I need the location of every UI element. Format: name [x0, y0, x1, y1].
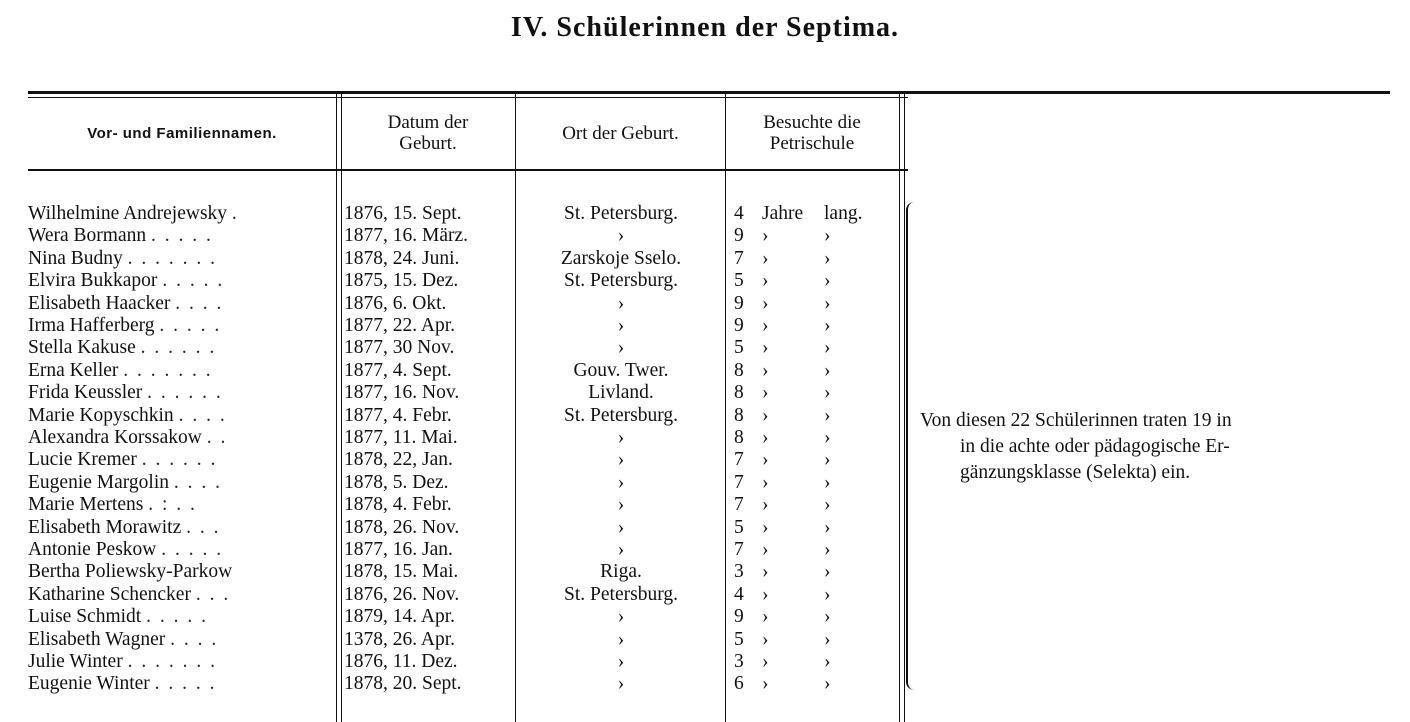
years-attended [734, 673, 902, 695]
student-name-text: Wera Bormann [28, 225, 147, 247]
table-row [0, 517, 910, 539]
years-unit: › [762, 494, 769, 516]
table-row [0, 561, 910, 583]
leader-dots: . : . . [148, 494, 197, 516]
leader-dots: . . . [195, 583, 231, 605]
student-name [28, 203, 332, 225]
table-row [0, 449, 910, 471]
years-unit: › [762, 337, 769, 359]
student-name-text: Marie Mertens [28, 494, 144, 516]
student-name-text: Nina Budny [28, 247, 123, 269]
years-suffix: › [824, 382, 831, 404]
leader-dots: . [231, 203, 239, 224]
table-row [0, 225, 910, 247]
header-date-line2: Geburt. [399, 133, 457, 154]
years-suffix: › [824, 539, 831, 560]
years-suffix: › [824, 404, 831, 426]
years-unit: › [762, 427, 769, 448]
student-name-text: Elisabeth Haacker [28, 292, 171, 314]
table-row [0, 427, 910, 449]
birth-date: 1878, 15. Mai. [344, 561, 459, 583]
birth-place: Riga. [600, 561, 642, 583]
years-attended [734, 561, 902, 583]
student-name-text: Wilhelmine Andrejewsky [28, 203, 228, 224]
years-unit: › [762, 539, 769, 560]
years-suffix: › [824, 359, 831, 381]
header-years-line1: Besuchte die [763, 112, 861, 133]
student-name-text: Erna Keller [28, 359, 119, 381]
years-unit: › [762, 225, 769, 247]
birth-place: › [617, 471, 625, 493]
header-date-line1: Datum der [387, 112, 469, 133]
table-row [0, 203, 910, 225]
birth-place: Livland. [588, 382, 654, 404]
student-name-text: Julie Winter [28, 651, 123, 672]
years-unit: › [762, 270, 769, 292]
table-row [0, 494, 910, 516]
years-attended [734, 293, 902, 315]
years-count: 9 [734, 315, 744, 336]
student-name [28, 673, 332, 695]
birth-date: 1378, 26. Apr. [344, 628, 456, 650]
table-row [0, 673, 910, 695]
years-unit: › [762, 583, 769, 605]
birth-date: 1876, 11. Dez. [344, 651, 458, 672]
years-unit: › [762, 292, 769, 314]
years-count: 4 [734, 203, 744, 224]
note-line-1: Von diesen 22 Schülerinnen traten 19 in [920, 410, 1232, 431]
years-count: 5 [734, 628, 744, 650]
years-attended [734, 382, 902, 404]
table-row [0, 651, 910, 673]
years-count: 9 [734, 292, 744, 314]
birth-place: St. Petersburg. [564, 203, 678, 224]
header-date [342, 100, 514, 166]
header-name: Vor- und Familiennamen. [87, 124, 277, 142]
table-row [0, 629, 910, 651]
birth-date: 1878, 4. Febr. [344, 494, 452, 516]
leader-dots: . . . . . . [147, 382, 223, 404]
years-count: 8 [734, 427, 744, 448]
years-count: 6 [734, 673, 744, 695]
leader-dots: . . . . . [159, 315, 222, 336]
years-unit: › [762, 561, 769, 583]
birth-date: 1876, 6. Okt. [344, 292, 447, 314]
years-count: 7 [734, 247, 744, 269]
birth-place: › [617, 606, 625, 628]
years-suffix: › [824, 427, 831, 448]
years-count: 5 [734, 270, 744, 292]
page-title: IV. Schülerinnen der Septima. [510, 12, 900, 43]
years-count: 7 [734, 494, 744, 516]
table-row [0, 270, 910, 292]
years-suffix: › [824, 292, 831, 314]
student-name-text: Luise Schmidt [28, 606, 142, 628]
student-name [28, 427, 332, 449]
birth-date: 1877, 4. Sept. [344, 359, 452, 381]
years-suffix: › [824, 673, 831, 695]
years-count: 8 [734, 359, 744, 381]
years-suffix: lang. [824, 203, 863, 224]
birth-date: 1875, 15. Dez. [344, 270, 459, 292]
student-name [28, 651, 332, 673]
birth-place: › [617, 539, 625, 560]
student-name [28, 360, 332, 382]
table-row [0, 360, 910, 382]
table-row [0, 248, 910, 270]
student-name-text: Eugenie Margolin [28, 471, 169, 493]
birth-date: 1876, 15. Sept. [344, 203, 462, 224]
years-unit: › [762, 651, 769, 672]
years-attended [734, 584, 902, 606]
years-unit: › [762, 628, 769, 650]
years-attended [734, 517, 902, 539]
years-unit: › [762, 359, 769, 381]
student-name [28, 561, 332, 583]
birth-date: 1877, 30 Nov. [344, 337, 455, 359]
years-unit: › [762, 606, 769, 628]
years-attended [734, 539, 902, 561]
table-row [0, 606, 910, 628]
years-suffix: › [824, 337, 831, 359]
years-suffix: › [824, 471, 831, 493]
years-count: 3 [734, 561, 744, 583]
birth-place: › [617, 651, 625, 672]
student-name-text: Marie Kopyschkin [28, 404, 174, 426]
student-name-text: Stella Kakuse [28, 337, 136, 359]
years-attended [734, 337, 902, 359]
student-name [28, 382, 332, 404]
years-unit: › [762, 673, 769, 695]
years-attended [734, 225, 902, 247]
birth-date: 1877, 16. März. [344, 225, 469, 247]
years-attended [734, 360, 902, 382]
years-unit: › [762, 449, 769, 471]
birth-place: › [617, 315, 625, 336]
birth-place: St. Petersburg. [564, 404, 678, 426]
years-attended [734, 270, 902, 292]
years-suffix: › [824, 651, 831, 672]
birth-date: 1877, 11. Mai. [344, 427, 458, 448]
leader-dots: . . [206, 427, 228, 448]
birth-place: › [617, 225, 625, 247]
birth-place: › [617, 449, 625, 471]
birth-place: › [617, 516, 625, 538]
table-row [0, 382, 910, 404]
table-row [0, 315, 910, 337]
student-name [28, 606, 332, 628]
leader-dots: . . . . [175, 292, 224, 314]
years-attended [734, 606, 902, 628]
years-suffix: › [824, 516, 831, 538]
years-unit: › [762, 516, 769, 538]
student-name [28, 337, 332, 359]
note-line-3: gänzungsklasse (Selekta) ein. [960, 462, 1191, 483]
leader-dots: . . . . . [150, 225, 213, 247]
years-count: 5 [734, 516, 744, 538]
birth-place: › [617, 628, 625, 650]
student-name [28, 270, 332, 292]
birth-date: 1877, 16. Nov. [344, 382, 460, 404]
years-attended [734, 427, 902, 449]
header-years-line2: Petrischule [769, 133, 855, 154]
leader-dots: . . . . . [154, 673, 217, 695]
header-place: Ort der Geburt. [562, 122, 679, 144]
table-row [0, 337, 910, 359]
leader-dots: . . . . . [162, 270, 225, 292]
years-count: 9 [734, 606, 744, 628]
years-suffix: › [824, 225, 831, 247]
student-name-text: Alexandra Korssakow [28, 427, 202, 448]
table-row [0, 405, 910, 427]
table-row [0, 293, 910, 315]
student-name [28, 629, 332, 651]
years-attended [734, 248, 902, 270]
years-suffix: › [824, 247, 831, 269]
student-name [28, 315, 332, 337]
student-name [28, 472, 332, 494]
leader-dots: . . . . . . . [127, 247, 218, 269]
years-unit: › [762, 471, 769, 493]
years-attended [734, 203, 902, 225]
birth-date: 1878, 22, Jan. [344, 449, 453, 471]
years-suffix: › [824, 270, 831, 292]
birth-date: 1879, 14. Apr. [344, 606, 456, 628]
student-name [28, 225, 332, 247]
student-name-text: Elisabeth Morawitz [28, 516, 182, 538]
years-count: 4 [734, 583, 744, 605]
years-suffix: › [824, 628, 831, 650]
birth-place: › [617, 427, 625, 448]
birth-place: St. Petersburg. [564, 583, 678, 605]
birth-place: › [617, 337, 625, 359]
years-attended [734, 449, 902, 471]
birth-place: Gouv. Twer. [573, 359, 669, 381]
birth-date: 1877, 4. Febr. [344, 404, 452, 426]
student-name [28, 584, 332, 606]
birth-date: 1876, 26. Nov. [344, 583, 460, 605]
years-count: 8 [734, 404, 744, 426]
note-line-2: in die achte oder pädagogische Er- [960, 436, 1230, 457]
years-count: 7 [734, 449, 744, 471]
header-rule [28, 169, 908, 171]
years-unit: › [762, 404, 769, 426]
years-suffix: › [824, 449, 831, 471]
years-unit: › [762, 315, 769, 336]
student-name [28, 405, 332, 427]
leader-dots: . . . . [173, 471, 222, 493]
leader-dots: . . . . . . [141, 449, 218, 471]
leader-dots: . . . . . . . [127, 651, 217, 672]
student-name-text: Frida Keussler [28, 382, 143, 404]
student-name [28, 517, 332, 539]
student-name-text: Elvira Bukkapor [28, 270, 158, 292]
leader-dots: . . . . . . . [123, 359, 213, 381]
years-suffix: › [824, 606, 831, 628]
birth-place: › [617, 494, 625, 516]
side-note [920, 408, 1390, 486]
years-suffix: › [824, 494, 831, 516]
years-count: 5 [734, 337, 744, 359]
birth-date: 1877, 22. Apr. [344, 315, 456, 336]
leader-dots: . . . . . . [140, 337, 217, 359]
years-count: 7 [734, 539, 744, 560]
student-name-text: Lucie Kremer [28, 449, 137, 471]
student-name-text: Antonie Peskow [28, 539, 157, 560]
years-attended [734, 494, 902, 516]
years-count: 9 [734, 225, 744, 247]
header-years [726, 100, 898, 166]
years-count: 7 [734, 471, 744, 493]
top-rule-thin [28, 97, 908, 98]
leader-dots: . . . . . [161, 539, 224, 560]
years-attended [734, 651, 902, 673]
years-count: 3 [734, 651, 744, 672]
years-count: 8 [734, 382, 744, 404]
years-suffix: › [824, 561, 831, 583]
leader-dots: . . . [186, 516, 221, 538]
birth-place: › [617, 673, 625, 695]
years-unit: › [762, 382, 769, 404]
years-attended [734, 629, 902, 651]
birth-place: › [617, 292, 625, 314]
student-name-text: Katharine Schencker [28, 583, 191, 605]
leader-dots: . . . . [170, 628, 219, 650]
student-name [28, 494, 332, 516]
table-row [0, 584, 910, 606]
years-attended [734, 315, 902, 337]
student-name-text: Irma Hafferberg [28, 315, 155, 336]
student-name-text: Elisabeth Wagner [28, 628, 166, 650]
table-row [0, 539, 910, 561]
years-unit: › [762, 247, 769, 269]
birth-place: Zarskoje Sselo. [560, 247, 682, 269]
birth-date: 1877, 16. Jan. [344, 539, 453, 560]
table-row [0, 472, 910, 494]
years-attended [734, 405, 902, 427]
grouping-brace [906, 202, 918, 690]
years-suffix: › [824, 315, 831, 336]
student-name-text: Eugenie Winter [28, 673, 150, 695]
birth-date: 1878, 5. Dez. [344, 471, 449, 493]
student-name [28, 248, 332, 270]
years-unit: Jahre [762, 203, 804, 224]
leader-dots: . . . . [178, 404, 227, 426]
birth-place: St. Petersburg. [564, 270, 678, 292]
top-rule-thick [28, 91, 1390, 94]
years-suffix: › [824, 583, 831, 605]
birth-date: 1878, 26. Nov. [344, 516, 460, 538]
student-name [28, 449, 332, 471]
student-name [28, 293, 332, 315]
birth-date: 1878, 20. Sept. [344, 673, 462, 695]
birth-date: 1878, 24. Juni. [344, 247, 460, 269]
years-attended [734, 472, 902, 494]
leader-dots: . . . . . [146, 606, 208, 628]
student-name [28, 539, 332, 561]
student-name-text: Bertha Poliewsky-Parkow [28, 561, 233, 583]
